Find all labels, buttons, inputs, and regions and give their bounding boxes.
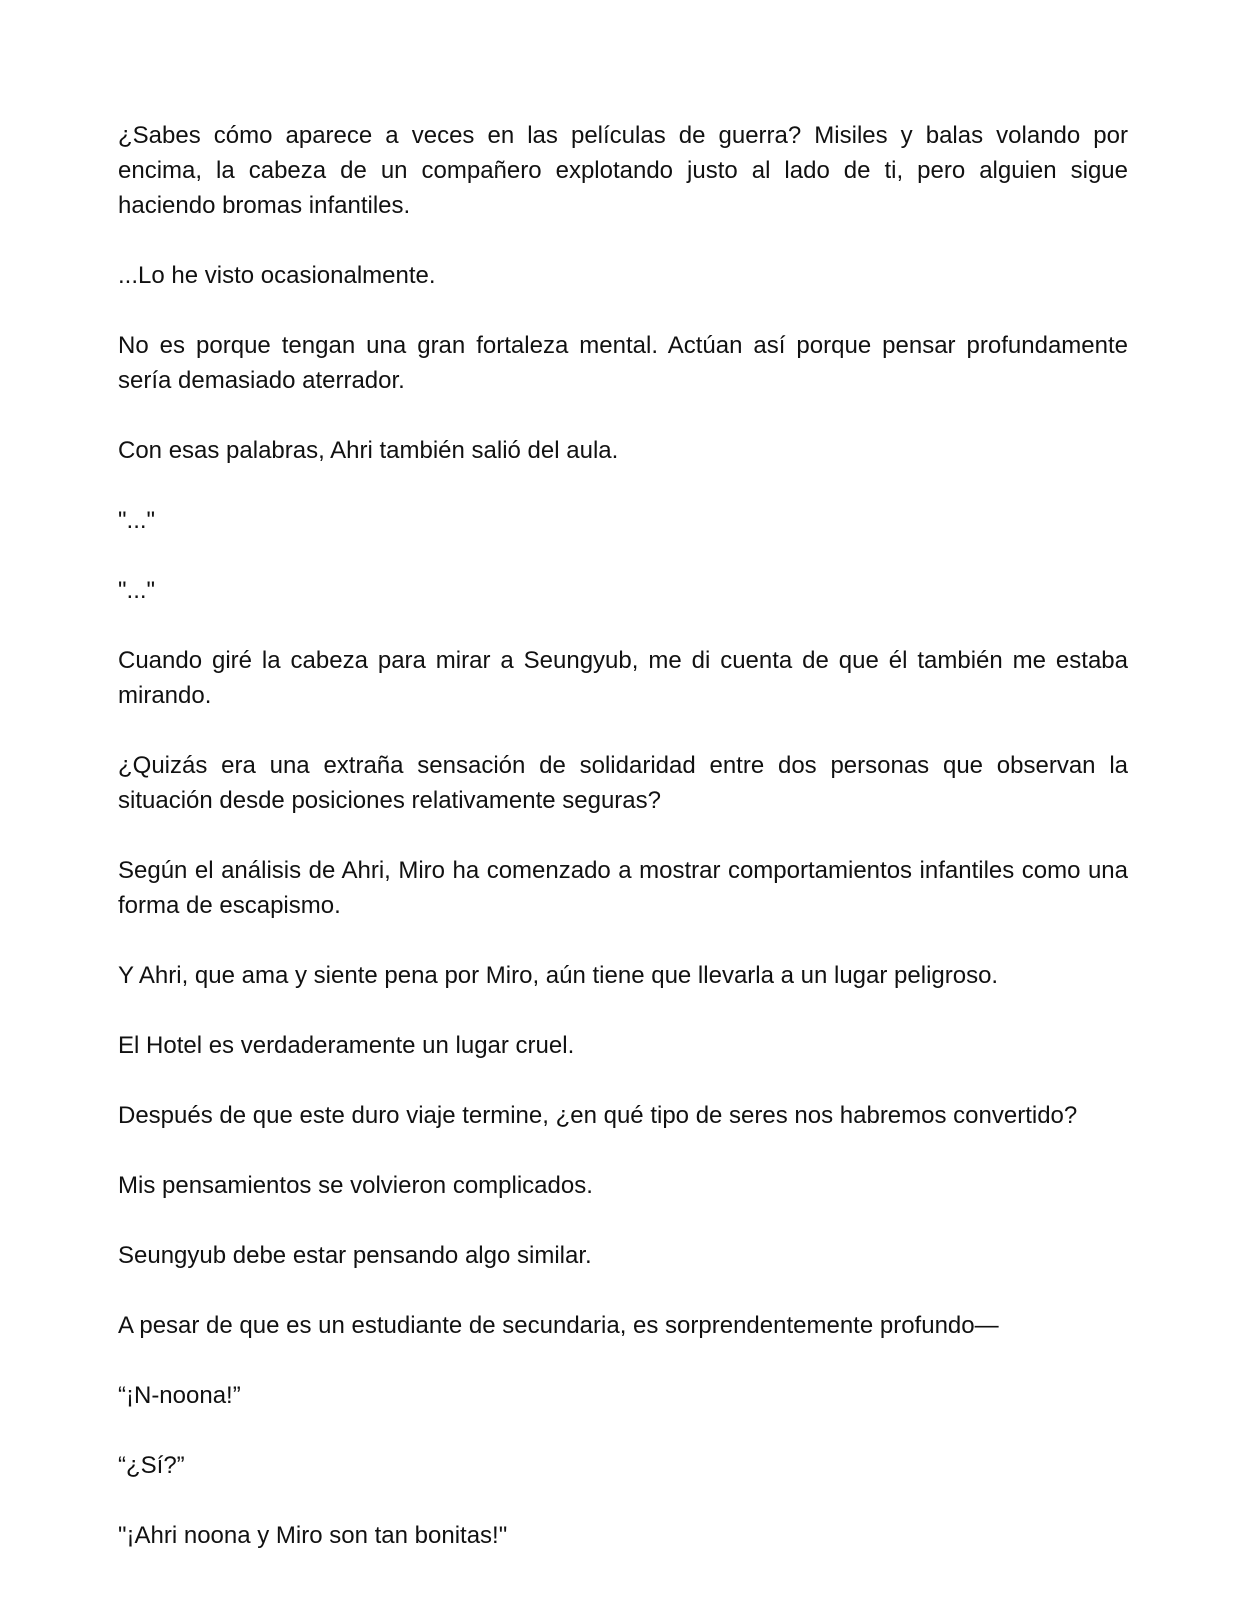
paragraph: "¡Ahri noona y Miro son tan bonitas!" — [118, 1522, 508, 1549]
paragraph: "..." — [118, 577, 156, 604]
paragraph: “¡N-noona!” — [118, 1382, 241, 1409]
paragraph: Seungyub debe estar pensando algo similar. — [118, 1242, 592, 1269]
paragraph: ¿Sabes cómo aparece a veces en las películas de guerra? Misiles y balas volando por encima, la cabeza de un compañero explotando justo al lado de ti, pero alguien sigue haciendo bromas infantiles. — [118, 122, 1128, 219]
paragraph: El Hotel es verdaderamente un lugar cruel. — [118, 1032, 575, 1059]
paragraph: Según el análisis de Ahri, Miro ha comenzado a mostrar comportamientos infantiles como una forma de escapismo. — [118, 857, 1128, 919]
paragraph: Mis pensamientos se volvieron complicados. — [118, 1172, 593, 1199]
paragraph: ...Lo he visto ocasionalmente. — [118, 262, 436, 289]
paragraph: ¿Quizás era una extraña sensación de solidaridad entre dos personas que observan la situación desde posiciones relativamente seguras? — [118, 752, 1128, 814]
paragraph: Después de que este duro viaje termine, ¿en qué tipo de seres nos habremos convertido? — [118, 1102, 1078, 1129]
document-body — [118, 118, 1128, 1553]
paragraph: No es porque tengan una gran fortaleza mental. Actúan así porque pensar profundamente sería demasiado aterrador. — [118, 332, 1128, 394]
paragraph: Cuando giré la cabeza para mirar a Seungyub, me di cuenta de que él también me estaba mirando. — [118, 647, 1128, 709]
paragraph: "..." — [118, 507, 156, 534]
paragraph: Con esas palabras, Ahri también salió del aula. — [118, 437, 619, 464]
paragraph: A pesar de que es un estudiante de secundaria, es sorprendentemente profundo— — [118, 1312, 999, 1339]
paragraph: “¿Sí?” — [118, 1452, 185, 1479]
paragraph: Y Ahri, que ama y siente pena por Miro, aún tiene que llevarla a un lugar peligroso. — [118, 962, 999, 989]
